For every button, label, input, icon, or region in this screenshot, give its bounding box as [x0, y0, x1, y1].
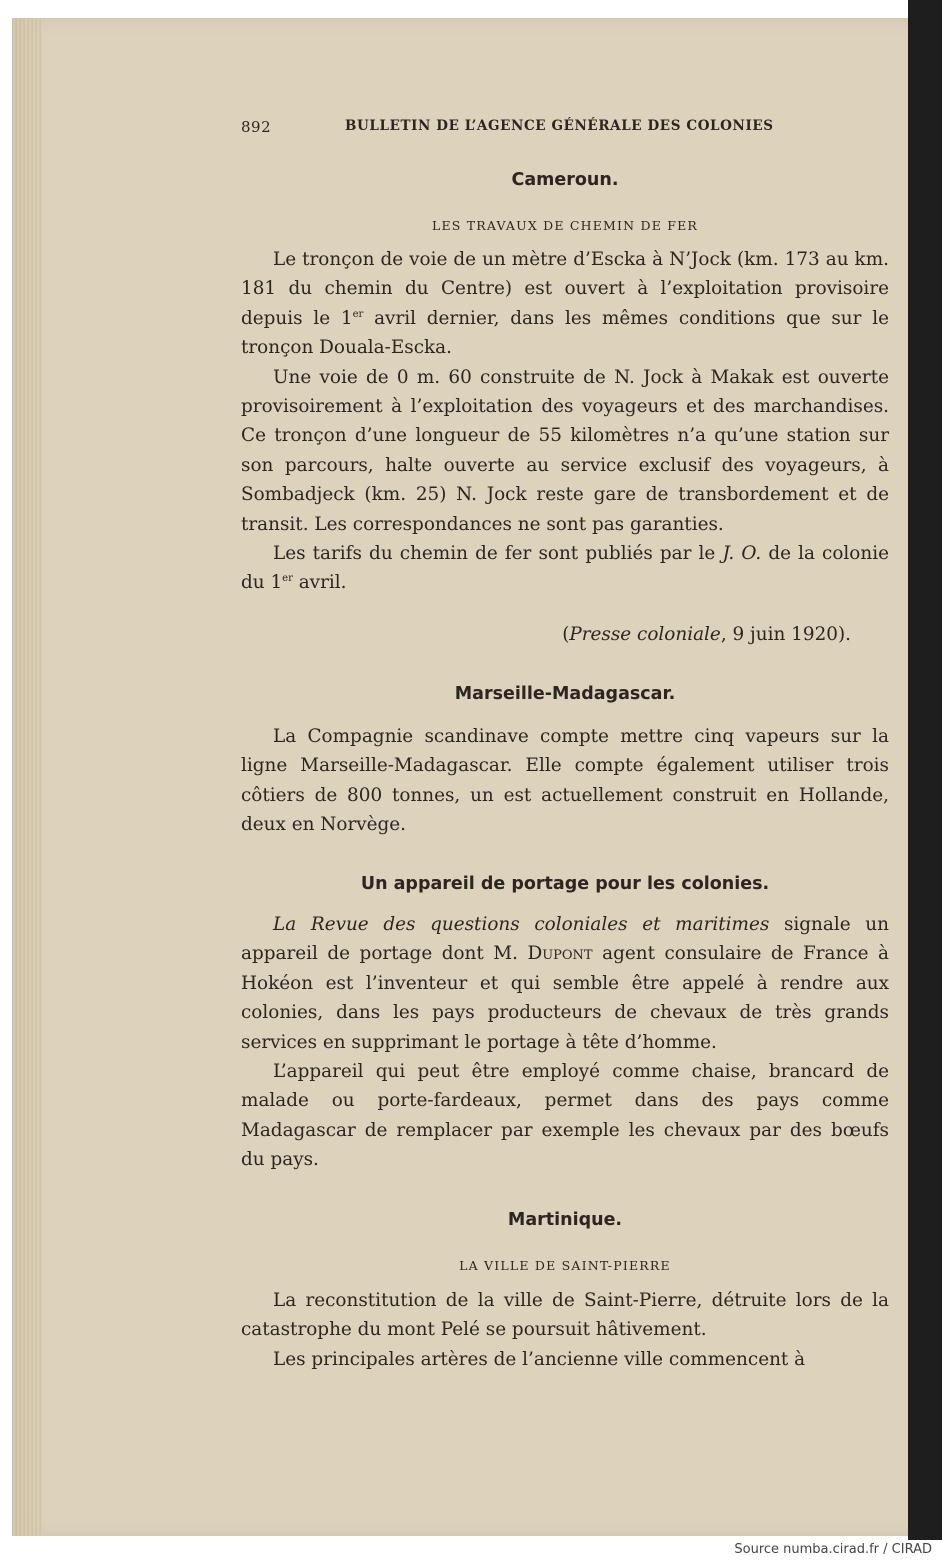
paragraph-cameroun-1: Le tronçon de voie de un mètre d’Escka à N’Jock (km. 173 au km. 181 du chemin du Centre) est ouvert à l’exploitation provisoire depuis le 1er avril dernier, dans les mêmes conditions que sur le tronçon Douala-Escka.: [241, 249, 889, 359]
paragraph-martinique-2: Les principales artères de l’ancienne ville commencent à: [273, 1348, 806, 1370]
page-number: 892: [241, 118, 272, 136]
page-edge-texture: [12, 18, 42, 1536]
subtitle-saint-pierre: LA VILLE DE SAINT-PIERRE: [459, 1258, 671, 1273]
marseille-body: [241, 722, 889, 840]
portage-body: [241, 910, 889, 1175]
paragraph-cameroun-3: Les tarifs du chemin de fer sont publiés par le J. O. de la colonie du 1er avril.: [241, 543, 889, 594]
binding-strip: [908, 0, 942, 1540]
martinique-body: [241, 1286, 889, 1374]
paragraph-portage-2: L’appareil qui peut être employé comme chaise, brancard de malade ou porte-fardeaux, permet dans des pays comme Madagascar de remplacer par exemple les chevaux par des bœufs du pays.: [241, 1061, 889, 1171]
section-title-marseille: Marseille-Madagascar.: [454, 684, 676, 704]
source-credit: Source numba.cirad.fr / CIRAD: [734, 1542, 932, 1557]
cameroun-body: [241, 245, 889, 598]
subtitle-travaux: LES TRAVAUX DE CHEMIN DE FER: [431, 218, 699, 233]
section-title-martinique: Martinique.: [507, 1210, 623, 1230]
paragraph-cameroun-2: Une voie de 0 m. 60 construite de N. Jock à Makak est ouverte provisoirement à l’exploitation des voyageurs et des marchandises. Ce tronçon d’une longueur de 55 kilomètres n’a qu’une station sur son parcours, halte ouverte au service exclusif des voyageurs, à Sombadjeck (km. 25) N. Jock reste gare de transbordement et de transit. Les correspondances ne sont pas garanties.: [241, 366, 889, 535]
page-header: [241, 118, 889, 140]
paragraph-marseille-1: La Compagnie scandinave compte mettre cinq vapeurs sur la ligne Marseille-Madagascar. Elle compte également utiliser trois côtiers de 800 tonnes, un est actuellement construit en Hollande, deux en Norvège.: [241, 726, 889, 836]
paragraph-martinique-1: La reconstitution de la ville de Saint-Pierre, détruite lors de la catastrophe du mont Pelé se poursuit hâtivement.: [241, 1290, 889, 1341]
section-title-cameroun: Cameroun.: [511, 170, 619, 190]
section-title-portage: Un appareil de portage pour les colonies.: [360, 874, 770, 894]
source-citation: (Presse coloniale, 9 juin 1920).: [562, 624, 851, 645]
running-head: BULLETIN DE L’AGENCE GÉNÉRALE DES COLONIES: [345, 118, 774, 134]
paragraph-portage-1: La Revue des questions coloniales et maritimes signale un appareil de portage dont M. Dupont agent consulaire de France à Hokéon est l’inventeur et qui semble être appelé à rendre aux colonies, dans les pays producteurs de chevaux de très grands services en supprimant le portage à tête d’homme.: [241, 914, 890, 1053]
